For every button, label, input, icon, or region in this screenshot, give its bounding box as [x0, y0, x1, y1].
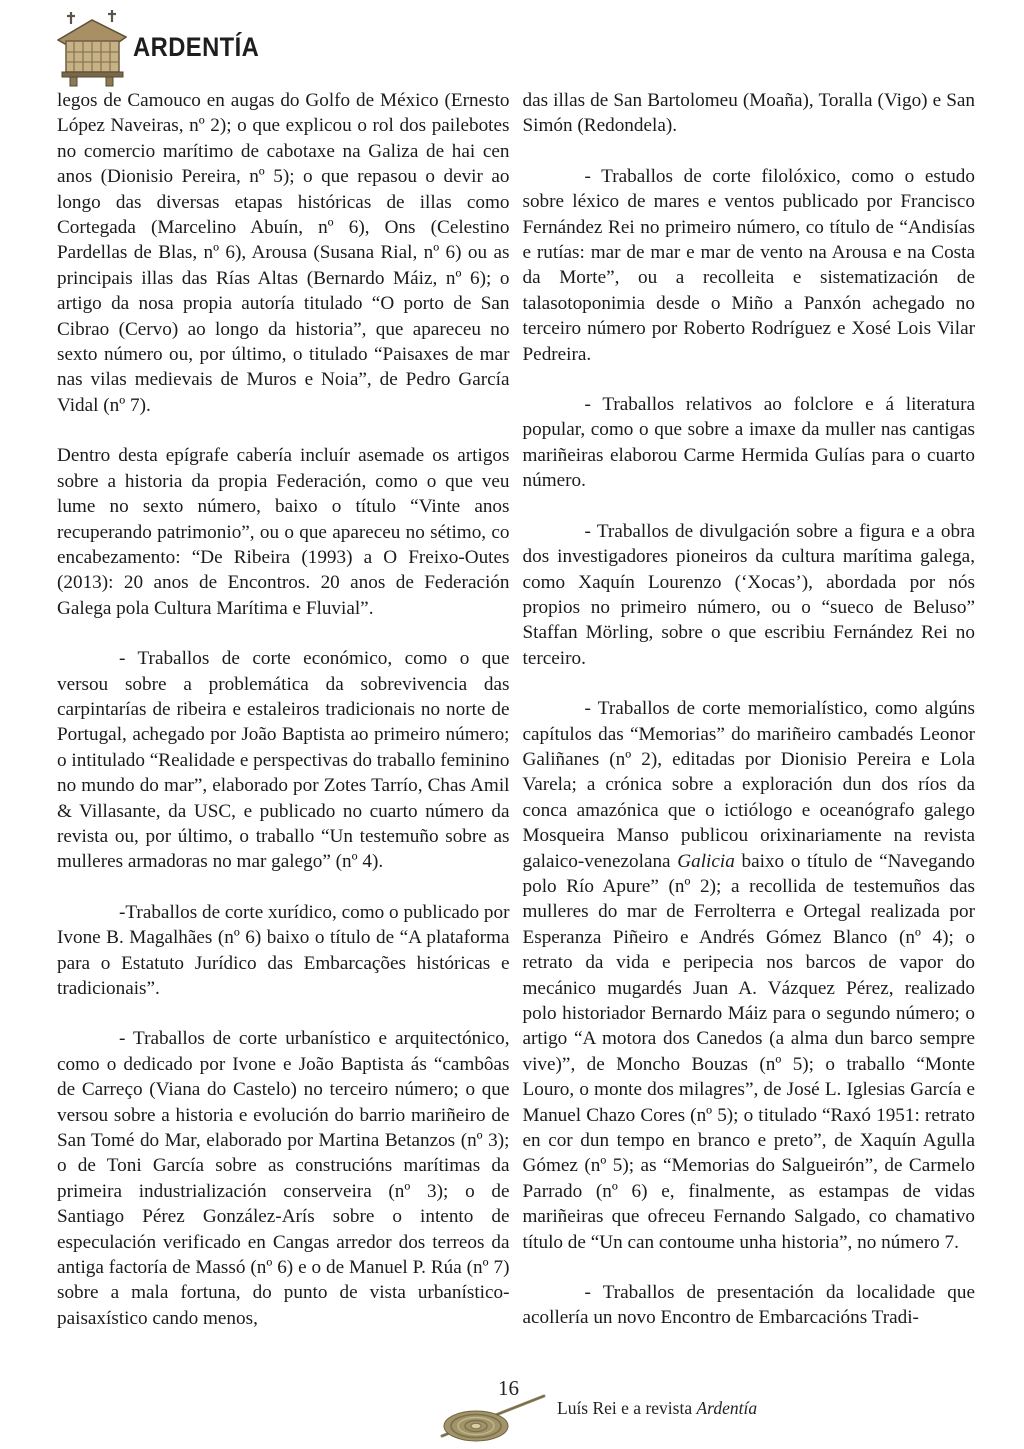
italic-text: Ardentía: [696, 1398, 758, 1418]
text-run: legos de Camouco en augas do Golfo de México (Ernesto López Naveiras, nº 2); o que explicou o rol dos pailebotes no comercio marítimo de cabotaxe na Galiza de hai cen anos (Dionisio Pereira, nº 5); o que repasou o devir ao longo das diversas etapas históricas de illas como Cortegada (Marcelino Abuín, nº 6), Ons (Celestino Pardellas de Blas, nº 6), Arousa (Susana Rial, nº 6) ou as principais illas das Rías Altas (Bernardo Máiz, nº 6); o artigo da nosa propia autoría titulado “O porto de San Cibrao (Cervo) ao longo da historia”, que apareceu no sexto número ou, por último, o titulado “Paisaxes de mar nas vilas medievais de Muros e Noia”, de Pedro García Vidal (nº 7).: [57, 90, 510, 416]
coiled-line-icon: [436, 1386, 548, 1444]
right-column: [523, 88, 976, 1356]
brand-wordmark: ARDENTÍA: [133, 32, 260, 62]
text-run: baixo o título de “Navegando polo Río Apure” (nº 2); a recollida de testemuños das mulleres do mar de Ferrolterra e Ortegal realizada por Esperanza Piñeiro e Andrés Gómez Blanco (nº 4); o retrato da vida e peripecia nos barcos de vapor do mecánico mugardés Juan A. Vázquez Pérez, realizado polo historiador Bernardo Máiz para o segundo número; o artigo “A motora dos Canedos (a alma dun barco sempre vive)”, de Moncho Bouzas (nº 5); o traballo “Monte Louro, o monte dos milagres”, de José L. Iglesias García e Manuel Chazo Cores (nº 5); o titulado “Raxó 1951: retrato en cor dun tempo en branco e preto”, de Xaquín Agulla Gómez (nº 5); as “Memorias do Salgueirón”, de Carmelo Parrado (nº 6) e, finalmente, as estampas de vidas mariñeiras que ofreceu Fernando Salgado, co chamativo título de “Un can contoume unha historia”, no número 7.: [522, 850, 975, 1253]
page-number: 16: [498, 1376, 519, 1400]
text-run: -Traballos de corte xurídico, como o publicado por Ivone B. Magalhães (nº 6) baixo o título de “A plataforma para o Estatuto Jurídico das Embarcações históricas e tradicionais”.: [57, 901, 510, 999]
italic-text: Galicia: [677, 850, 735, 872]
two-column-article: [57, 88, 975, 1356]
text-run: Luís Rei e a revista: [557, 1398, 697, 1418]
paragraph: [523, 519, 976, 671]
text-run: - Traballos de corte urbanístico e arquitectónico, como o dedicado por Ivone e João Baptista ás “cambôas de Carreço (Viana do Castelo) no terceiro número; o que versou sobre a historia e evolución do barrio mariñeiro de San Tomé do Mar, elaborado por Martina Betanzos (nº 3); o de Toni García sobre as construcións marítimas da primeira industrialización conserveira (nº 3); o de Santiago Pérez González-Arís sobre o intento de especulación verificado en Cangas arredor dos terreos da antiga factoría de Massó (nº 6) e o de Manuel P. Rúa (nº 7) sobre a mala fortuna, do punto de vista urbanístico-paisaxístico cando menos,: [57, 1028, 510, 1329]
paragraph: [523, 392, 976, 494]
left-column: [57, 88, 510, 1356]
paragraph: [57, 88, 510, 418]
horreo-logo-icon: [57, 10, 127, 88]
footer-caption: [557, 1398, 757, 1419]
text-run: - Traballos relativos ao folclore e á literatura popular, como o que sobre a imaxe da muller nas cantigas mariñeiras elaborou Carme Hermida Gulías para o cuarto número.: [522, 394, 975, 492]
text-run: - Traballos de corte memorialístico, como algúns capítulos das “Memorias” do mariñeiro cambadés Leonor Galiñanes (nº 2), editadas por Dionisio Pereira e Lola Varela; a crónica sobre a exploración dun dos ríos da conca amazónica que o ictiólogo e oceanógrafo galego Mosqueira Manso publicou orixinariamente na revista galaico-venezolana: [522, 698, 975, 872]
paragraph: [523, 696, 976, 1255]
paragraph: [57, 646, 510, 875]
text-run: - Traballos de corte económico, como o que versou sobre a problemática da sobrevivencia das carpintarías de ribeira e estaleiros tradicionais no norte de Portugal, achegado por João Baptista ao primeiro número; o intitulado “Realidade e perspectivas do traballo feminino no mundo do mar”, elaborado por Zotes Tarrío, Chas Amil & Villasante, da USC, e publicado no cuarto número da revista ou, por último, o traballo “Un testemuño sobre as mulleres armadoras no mar galego” (nº 4).: [57, 648, 510, 873]
paragraph: [523, 164, 976, 367]
text-run: - Traballos de corte filolóxico, como o estudo sobre léxico de mares e ventos publicado por Francisco Fernández Rei no primeiro número, co título de “Andisías e rutías: mar de mar e mar de vento na Arousa e na Costa da Morte”, ou a recolleita e sistematización de talasotoponimia desde o Miño a Panxón achegado no terceiro número por Roberto Rodríguez e Xosé Lois Vilar Pedreira.: [522, 165, 975, 365]
text-run: - Traballos de divulgación sobre a figura e a obra dos investigadores pioneiros da cultura marítima galega, como Xaquín Lourenzo (‘Xocas’), abordada por nós propios no primeiro número, ou o “sueco de Beluso” Staffan Mörling, sobre o que escribiu Fernández Rei no terceiro.: [522, 520, 975, 669]
text-run: Dentro desta epígrafe cabería incluír asemade os artigos sobre a historia da propia Federación, como o que veu lume no sexto número, baixo o título “Vinte anos recuperando patrimonio”, ou o que apareceu no sétimo, co encabezamento: “De Ribeira (1993) a O Freixo-Outes (2013): 20 anos de Encontros. 20 anos de Federación Galega pola Cultura Marítima e Fluvial”.: [57, 445, 510, 619]
page-footer: [0, 1372, 1024, 1448]
paragraph: [523, 88, 976, 139]
paragraph: [523, 1280, 976, 1331]
text-run: - Traballos de presentación da localidade que acollería un novo Encontro de Embarcacións Tradi-: [522, 1282, 975, 1329]
paragraph: [57, 900, 510, 1002]
paragraph: [57, 1026, 510, 1331]
text-run: das illas de San Bartolomeu (Moaña), Toralla (Vigo) e San Simón (Redondela).: [522, 90, 975, 137]
paragraph: [57, 443, 510, 621]
